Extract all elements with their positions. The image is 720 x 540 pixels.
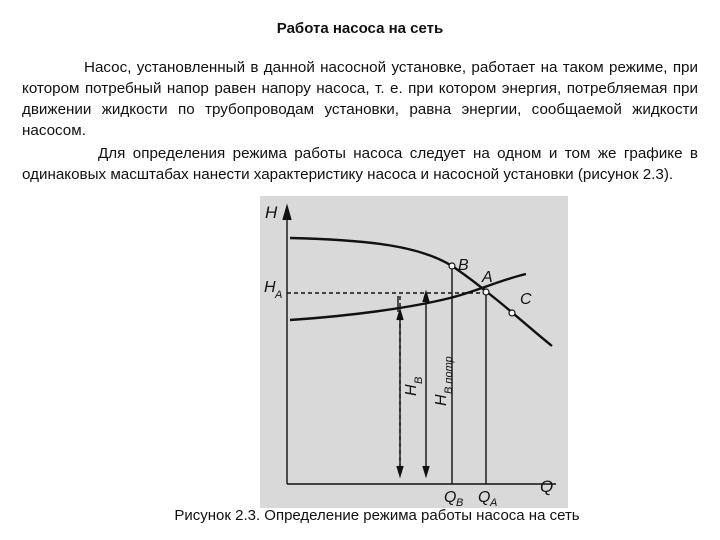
point-c-label: C	[520, 291, 532, 308]
point-c-marker	[509, 310, 515, 316]
ha-sub-label: A	[275, 289, 283, 301]
page-title: Работа насоса на сеть	[276, 20, 444, 37]
hbpotr-label: H	[433, 394, 450, 406]
hbpotr-sub-label: B потр	[443, 356, 455, 394]
paragraph-2: Для определения режима работы насоса следует на одном и том же графике в одинаковых масштабах нанести характеристику насоса и насосной установки (рисунок 2.3).	[22, 145, 698, 183]
point-b-label: B	[458, 257, 469, 274]
qa-sub-label: A	[490, 497, 498, 508]
figure-caption: Рисунок 2.3. Определение режима работы насоса на сеть	[174, 507, 580, 524]
pump-curve	[290, 238, 552, 346]
y-axis-label: H	[265, 203, 278, 222]
qb-label: Q	[444, 489, 457, 506]
ha-label: H	[264, 279, 276, 296]
qa-label: Q	[478, 489, 491, 506]
hb-label: H	[403, 384, 420, 396]
paragraph-1: Насос, установленный в данной насосной установке, работает на таком режиме, при котором потребный напор равен напору насоса, т. е. при котором энергия, потребляемая при движении жидкости по трубопроводам установки, равна энергии, сообщаемой жидкости насосом.	[22, 59, 698, 139]
point-b-marker	[449, 263, 455, 269]
figure-pump-network	[260, 196, 568, 508]
x-axis-label: Q	[540, 477, 554, 496]
hb-sub-label: B	[413, 376, 425, 384]
point-a-marker	[483, 289, 489, 295]
point-a-label: A	[482, 269, 493, 286]
y-axis-arrow	[283, 206, 291, 220]
hbpotr-arrow-head-bottom	[423, 466, 429, 476]
qb-sub-label: B	[456, 497, 464, 508]
